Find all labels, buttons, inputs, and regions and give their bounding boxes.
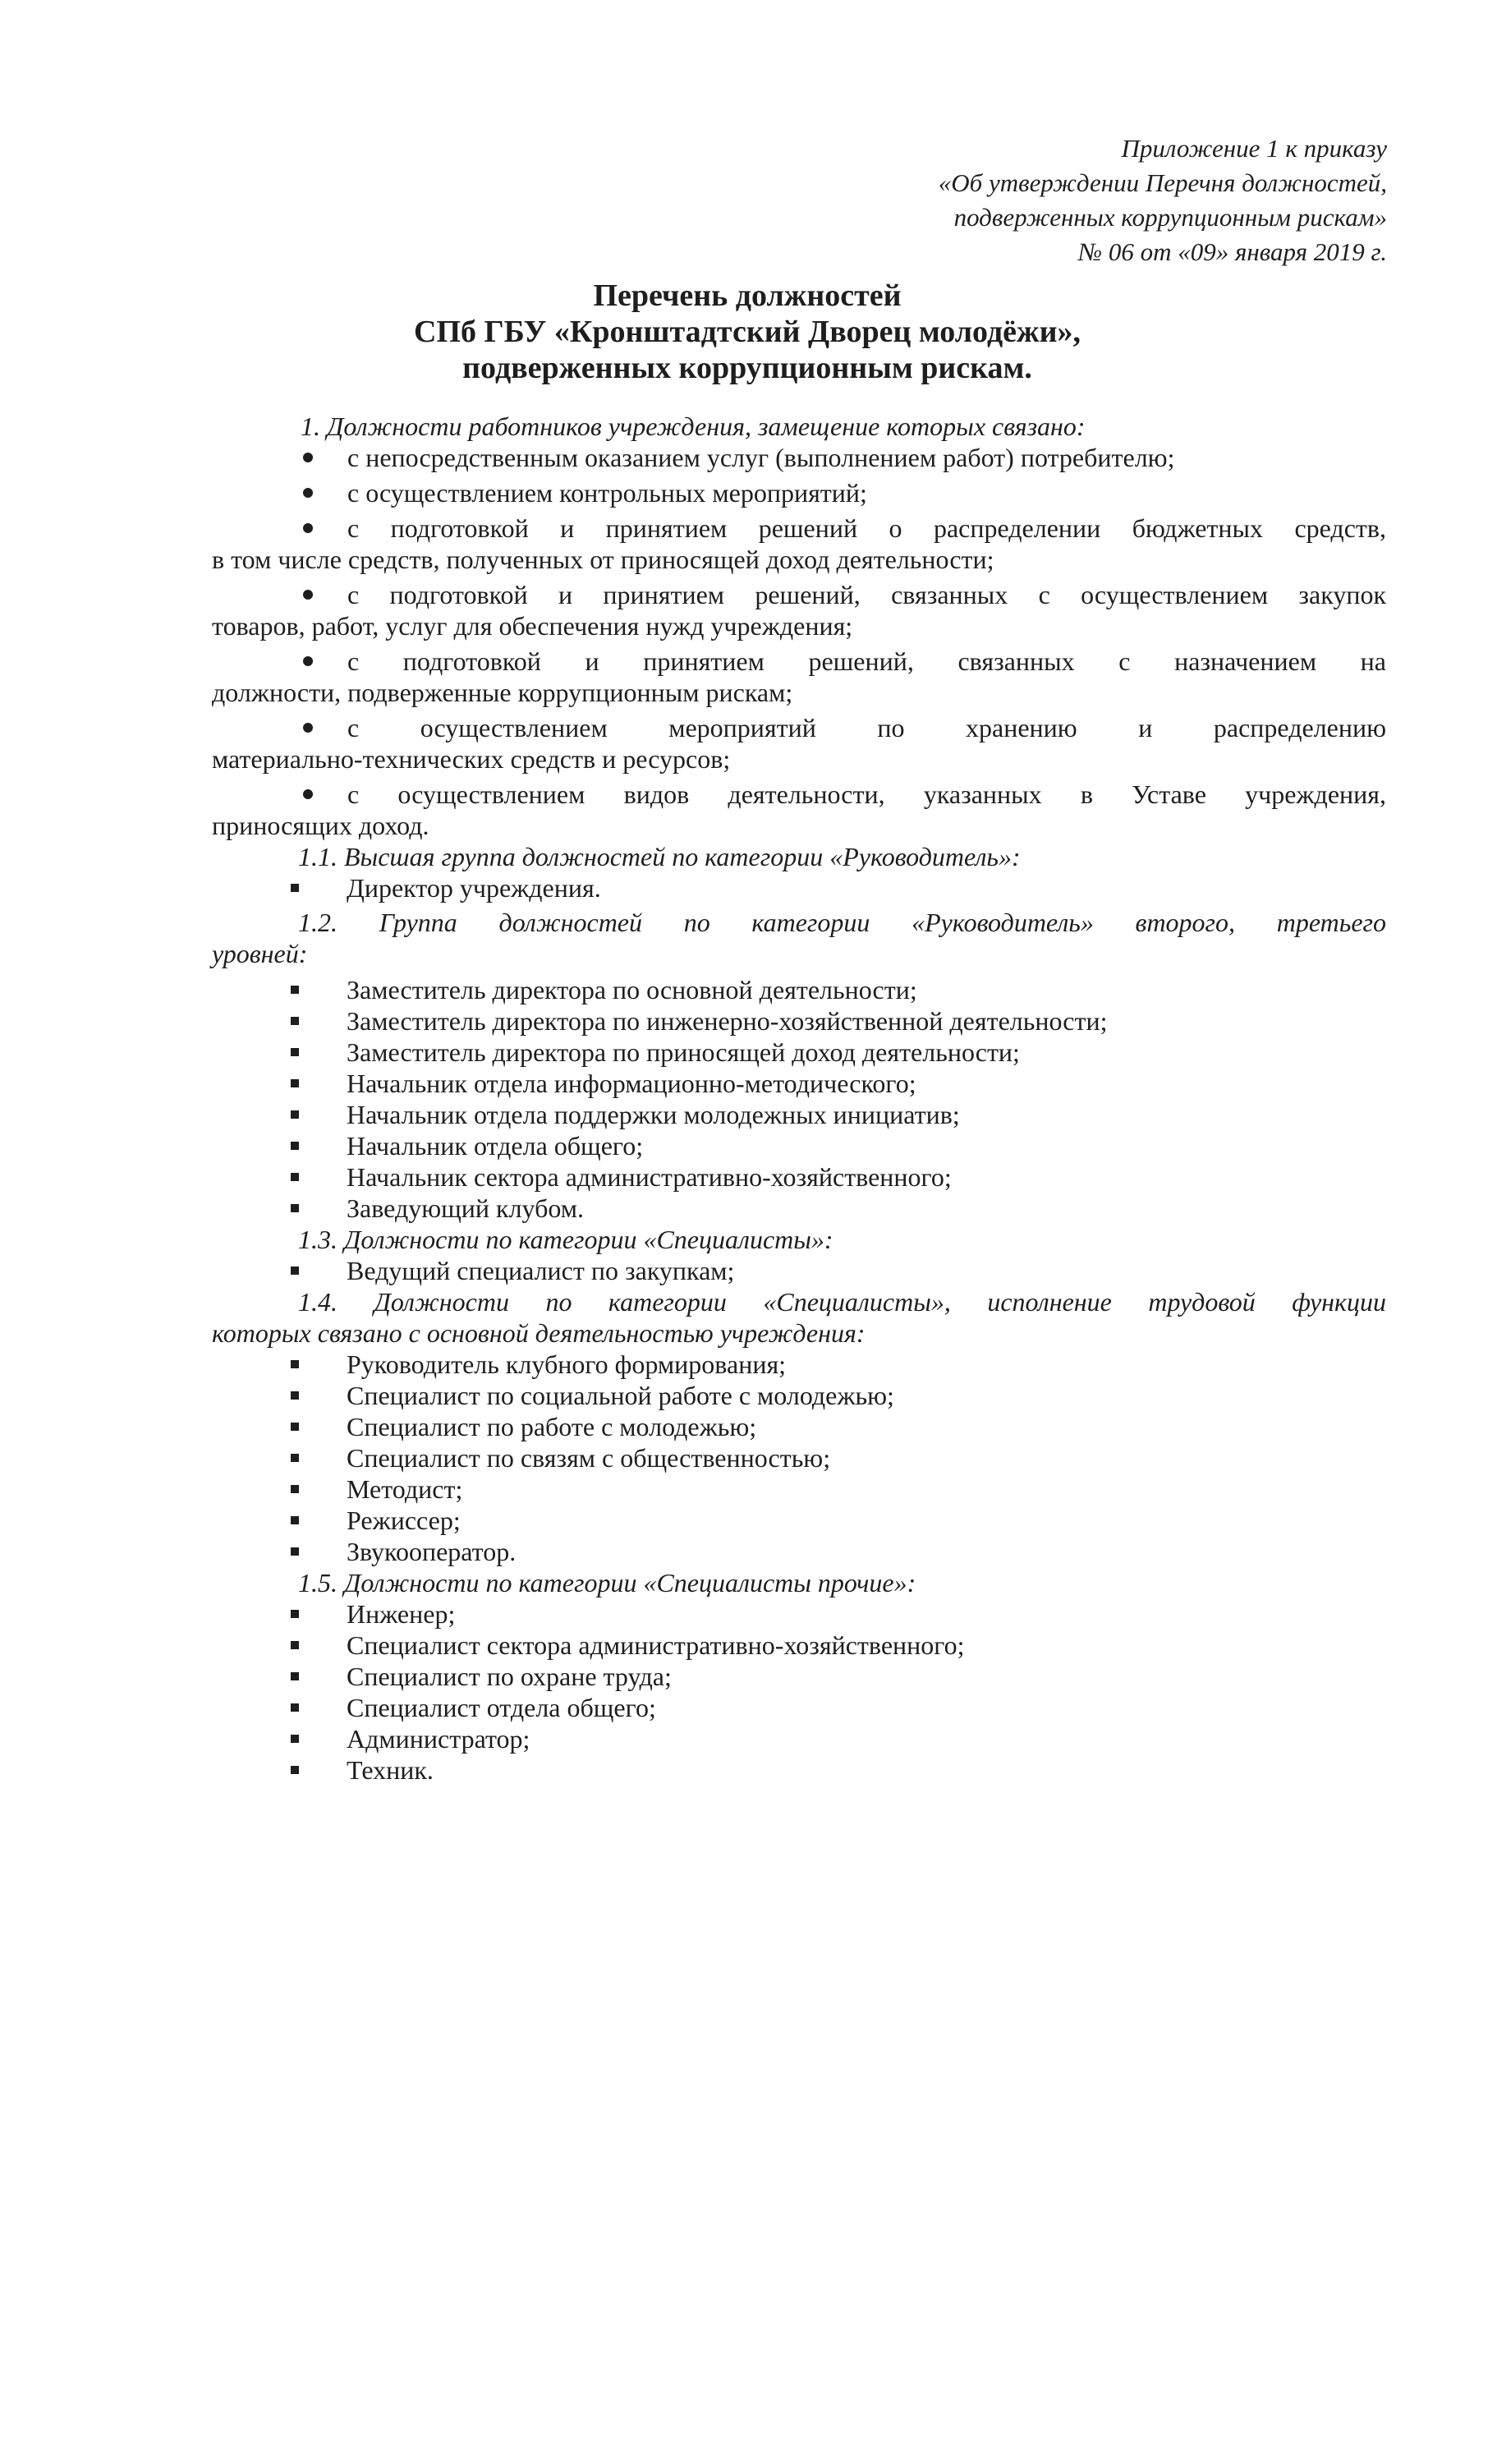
bullet-dot-icon [303,453,313,462]
list-item [212,1193,1386,1224]
list-item [212,712,1386,743]
bullet-dot-icon [303,723,313,733]
list-item [212,1692,1386,1723]
list-item [212,1505,1386,1536]
list-item-continuation: материально-технических средств и ресурсов; [212,744,731,774]
list-item [212,1661,1386,1692]
bullet-square-icon [291,1204,299,1212]
list-item-text: Специалист по охране труда; [347,1662,672,1691]
bullet-square-icon [291,1672,299,1680]
subsection-1-4-heading-continuation: которых связано с основной деятельностью учреждения: [212,1318,866,1348]
list-item-text: Специалист по социальной работе с молодежью; [347,1381,894,1410]
bullet-dot-icon [303,656,313,666]
list-item [212,974,1386,1005]
subsection-1-2-heading: 1.2. Группа должностей по категории «Руководитель» второго, третьего [298,908,1386,937]
bullet-square-icon [291,1703,299,1712]
list-item-continuation: должности, подверженные коррупционным рискам; [212,678,793,707]
bullet-dot-icon [303,590,313,600]
list-item [212,1473,1386,1505]
list-item-text: с подготовкой и принятием решений о распределении бюджетных средств, [347,513,1386,543]
list-item-text: с осуществлением видов деятельности, указанных в Уставе учреждения, [347,779,1386,809]
list-item-text: Заведующий клубом. [347,1193,585,1223]
list-item [212,1130,1386,1161]
list-item-text: Методист; [347,1474,463,1504]
bullet-square-icon [291,1360,299,1368]
list-item [212,442,1386,477]
list-item-continuation: в том числе средств, полученных от приносящей доход деятельности; [212,545,994,574]
list-item [212,579,1386,610]
list-item [212,1349,1386,1380]
list-item [212,1099,1386,1130]
list-item [212,1598,1386,1630]
list-item [212,1380,1386,1411]
list-item-text: Звукооператор. [347,1537,517,1566]
list-item-continuation: приносящих доход. [212,811,429,840]
bullet-square-icon [291,1516,299,1524]
bullet-square-icon [291,1017,299,1025]
list-item [212,477,1386,513]
list-item [212,1630,1386,1661]
list-item-text: с подготовкой и принятием решений, связанных с назначением на [347,646,1386,676]
list-item-text: Инженер; [347,1599,456,1629]
list-item [212,872,1386,907]
bullet-square-icon [291,1641,299,1649]
list-item [212,1005,1386,1037]
bullet-square-icon [291,1610,299,1618]
list-item [212,646,1386,677]
title-line: подверженных коррупционным рискам. [462,351,1032,385]
bullet-square-icon [291,986,299,994]
list-item [212,779,1386,810]
list-item-text: с подготовкой и принятием решений, связанных с осуществлением закупок [347,580,1386,609]
list-item [212,1411,1386,1442]
bullet-square-icon [291,1110,299,1119]
subsection-1-5-heading: 1.5. Должности по категории «Специалисты прочие»: [298,1568,916,1597]
bullet-square-icon [291,1173,299,1181]
bullet-square-icon [291,1454,299,1462]
bullet-square-icon [291,1485,299,1493]
list-item-text: Администратор; [347,1724,530,1754]
list-item-text: Заместитель директора по приносящей доход деятельности; [347,1037,1020,1067]
list-item-text: Специалист сектора административно-хозяйственного; [347,1630,965,1660]
bullet-dot-icon [303,523,313,533]
bullet-square-icon [291,1079,299,1087]
title-line: СПб ГБУ «Кронштадтский Дворец молодёжи», [414,315,1081,349]
section-1-heading: 1. Должности работников учреждения, замещение которых связано: [301,411,1086,441]
list-item-text: с осуществлением мероприятий по хранению и распределению [347,713,1386,742]
list-item-text: Начальник сектора административно-хозяйственного; [347,1162,952,1192]
annex-line: № 06 от «09» января 2019 г. [1077,237,1387,266]
list-item-text: Специалист отдела общего; [347,1693,656,1722]
title-line: Перечень должностей [593,278,902,313]
bullet-square-icon [291,884,299,892]
list-item [212,1723,1386,1754]
list-item-text: Начальник отдела общего; [347,1131,644,1161]
list-item-text: Директор учреждения. [347,873,601,903]
bullet-square-icon [291,1391,299,1400]
annex-line: Приложение 1 к приказу [1121,134,1387,163]
list-item-text: Специалист по работе с молодежью; [347,1412,757,1441]
document-title [164,278,1330,386]
list-item-text: Начальник отдела поддержки молодежных инициатив; [347,1100,960,1129]
list-item-text: Заместитель директора по инженерно-хозяйственной деятельности; [347,1006,1108,1036]
list-item-text: с осуществлением контрольных мероприятий; [347,478,867,508]
bullet-square-icon [291,1142,299,1150]
bullet-square-icon [291,1735,299,1743]
list-item-text: Специалист по связям с общественностью; [347,1443,831,1473]
list-item-text: Начальник отдела информационно-методического; [347,1069,916,1098]
list-item [212,1442,1386,1473]
list-item [212,1536,1386,1567]
annex-reference [763,131,1387,269]
subsection-1-1-heading: 1.1. Высшая группа должностей по категории «Руководитель»: [298,842,1021,871]
bullet-square-icon [291,1766,299,1774]
bullet-square-icon [291,1547,299,1556]
bullet-dot-icon [303,789,313,799]
list-item-text: Руководитель клубного формирования; [347,1349,787,1379]
subsection-1-2-heading-continuation: уровней: [212,939,308,968]
bullet-dot-icon [303,488,313,498]
bullet-square-icon [291,1423,299,1431]
annex-line: подверженных коррупционным рискам» [953,203,1387,232]
list-item-text: Режиссер; [347,1506,461,1535]
list-item-text: с непосредственным оказанием услуг (выполнением работ) потребителю; [347,443,1175,472]
subsection-1-4-heading: 1.4. Должности по категории «Специалисты», исполнение трудовой функции [298,1287,1386,1317]
bullet-square-icon [291,1048,299,1056]
list-item [212,1037,1386,1068]
subsection-1-3-heading: 1.3. Должности по категории «Специалисты»: [298,1225,833,1254]
list-item [212,1255,1386,1286]
list-item [212,1068,1386,1099]
bullet-square-icon [291,1266,299,1275]
list-item-text: Техник. [347,1755,434,1785]
annex-line: «Об утверждении Перечня должностей, [938,168,1387,197]
document-body [212,411,1386,1786]
list-item [212,1754,1386,1786]
list-item-text: Ведущий специалист по закупкам; [347,1256,735,1285]
list-item-continuation: товаров, работ, услуг для обеспечения нужд учреждения; [212,611,853,641]
list-item [212,1161,1386,1193]
list-item [212,513,1386,544]
list-item-text: Заместитель директора по основной деятельности; [347,975,917,1004]
